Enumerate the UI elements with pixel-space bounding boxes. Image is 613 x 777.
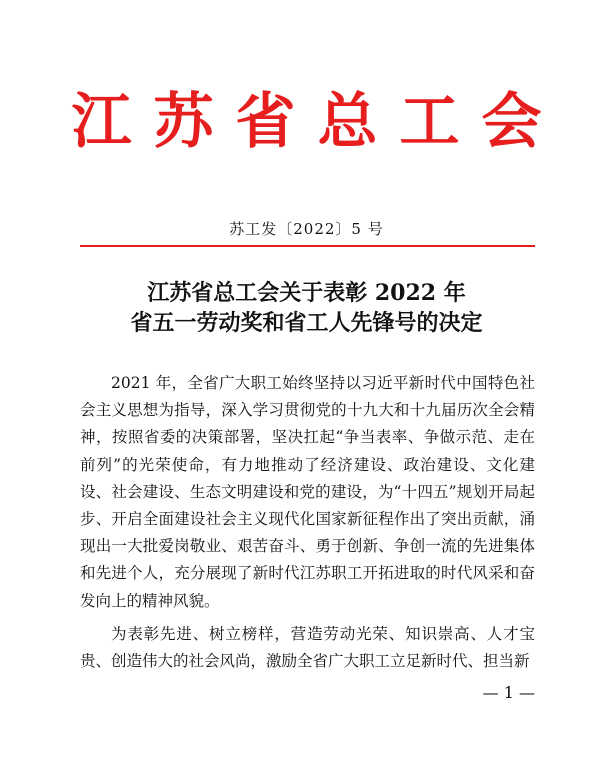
document-title: [0, 278, 613, 338]
page-number: — 1 —: [482, 683, 535, 702]
document-body: [80, 370, 535, 681]
title-line-2: 省五一劳动奖和省工人先锋号的决定: [130, 310, 483, 336]
title-line-1: 江苏省总工会关于表彰 2022 年: [147, 280, 466, 306]
body-paragraph: 2021 年，全省广大职工始终坚持以习近平新时代中国特色社会主义思想为指导，深入学习贯彻党的十九大和十九届历次全会精神，按照省委的决策部署，坚决扛起“争当表率、争做示范、走在前列”的光荣使命，有力地推动了经济建设、政治建设、文化建设、社会建设、生态文明建设和党的建设，为“十四五”规划开局起步、开启全面建设社会主义现代化国家新征程作出了突出贡献，涌现出一大批爱岗敬业、艰苦奋斗、勇于创新、争创一流的先进集体和先进个人，充分展现了新时代江苏职工开拓进取的时代风采和奋发向上的精神风貌。: [80, 374, 535, 610]
body-paragraph: 为表彰先进、树立榜样，营造劳动光荣、知识崇高、人才宝贵、创造伟大的社会风尚，激励全省广大职工立足新时代、担当新: [80, 624, 535, 671]
red-divider-line: [80, 245, 535, 247]
document-number: 苏工发〔2022〕5 号: [229, 220, 384, 238]
organization-header: 江苏省总工会: [71, 87, 564, 157]
